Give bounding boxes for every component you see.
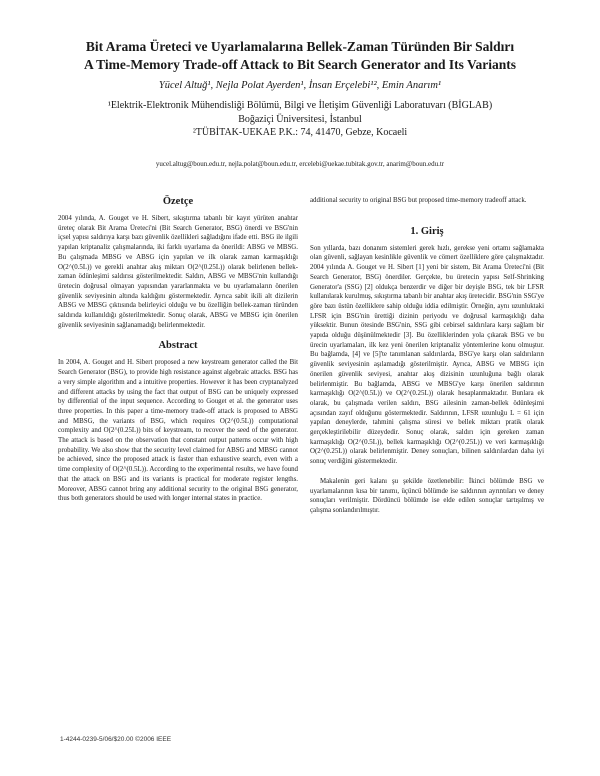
paper-title <box>40 38 560 74</box>
affiliation-line: ²TÜBİTAK-UEKAE P.K.: 74, 41470, Gebze, Kocaeli <box>192 127 408 138</box>
authors: Yücel Altuğ¹, Nejla Polat Ayerden¹, İnsan Erçelebi¹², Emin Anarım¹ <box>158 80 442 91</box>
affiliation-line: Boğaziçi Üniversitesi, İstanbul <box>238 113 362 125</box>
ozet-text: 2004 yılında, A. Gouget ve H. Sibert, sıkıştırma tabanlı bir kayıt yürüten anahtar üreteç olarak Bit Arama Üreteci'ni (Bit Search Generator, BSG) önerdi ve BSG'nin içsel yapısı saldırıya karşı bazı güvenlik özellikleri sağladığını ifade etti. BSG ile ilgili yapılan kriptanaliz çalışmalarında, iki farklı uyarlama da önerildi: ABSG ve MBSG. Bu çalışmada MBSG ve ABSG için yapılan ve ilk olarak zaman karmaşıklığı O(2^(0.5L)) ve gerekli anahtar akış miktarı O(2^(0.25L)) olarak belirlenen bellek-zaman ödünleşimi saldırısı gösterilmektedir. Saldırı, ABSG ve MBSG'nin kullandığı üretecin doğrusal olmayan yapısından yararlanmakta ve bu uyarlamaların önerilen güvenlik seviyesinin altında kaldığını göstermektedir. Ayrıca sabit ikili alt dizilerin ABSG ve MBSG çıktısında belirleyici olduğu ve bu özelliğin bellek-zaman türünden saldırıda kullanıldığı gösterilmektedir. Sonuç olarak, ABSG ve MBSG için önerilen güvenlik seviyesinin sağlanamadığı belirlenmektedir. <box>58 215 298 329</box>
author-emails: yucel.altug@boun.edu.tr, nejla.polat@boun.edu.tr, ercelebi@uekae.tubitak.gov.tr, anarim@boun.edu.tr <box>155 160 445 168</box>
giris-heading: 1. Giriş <box>410 225 444 237</box>
abstract-text: In 2004, A. Gouget and H. Sibert proposed a new keystream generator called the Bit Search Generator (BSG), to provide high resistance against algebraic attacks. BSG has a very simple algorithm and a intuitive properties. However it has been cryptanalyzed and different attacks by using the fact that output of BSG can be uniquely expressed by differential of the input sequence. According to Gouget et al. the generator uses three properties. In this paper a time-memory trade-off attack is proposed to ABSG and MBSG, the variants of BSG, which requires O(2^(0.5L)) computational complexity and O(2^(0.25L)) bits of keystream, to recover the seed of the generator. The attack is based on the observation that constant output patterns occur with high probability. We also show that the security level claimed for ABSG and MBSG cannot be achieved, since the proposed attack is faster than exhaustive search, even with a time complexity of O(2^(0.5L)). According to the experimental results, we have found that the attack on BSG and its variants is practical for moderate register lengths. Moreover, ABSG cannot bring any additional security to the original BSG generator, thus both generators should be used with longer internal states in practice. <box>58 359 298 503</box>
giris-paragraph-2: Makalenin geri kalanı şu şekilde özetlenebilir: İkinci bölümde BSG ve uyarlamalarının kısa bir tanımı, üçüncü bölümde ise saldırının ayrıntıları ve deney sonuçları verilmiştir. Dördüncü bölümde ise elde edilen sonuçlar tartışılmış ve çalışma sonlandırılmıştır. <box>310 477 544 514</box>
abstract-heading: Abstract <box>158 340 198 352</box>
footer-copyright: 1-4244-0239-5/06/$20.00 ©2006 IEEE <box>60 736 172 743</box>
ozet-heading: Özetçe <box>162 196 194 207</box>
title-turkish: Bit Arama Üreteci ve Uyarlamalarına Bellek-Zaman Türünden Bir Saldırı <box>85 39 515 54</box>
right-column <box>310 196 544 516</box>
left-column <box>58 196 298 504</box>
affiliations <box>60 99 540 140</box>
abstract-continuation: additional security to original BSG but proposed time-memory tradeoff attack. <box>310 197 527 204</box>
affiliation-line: ¹Elektrik-Elektronik Mühendisliği Bölümü, Bilgi ve İletişim Güvenliği Laboratuvarı (BİGLAB) <box>107 100 493 111</box>
giris-paragraph-1: Son yıllarda, bazı donanım sistemleri gerek hızlı, gerekse yeni ortamı sağlamakta olan güvenli, sağlayan kesinlikle güvenlik ve cömert özelliklere göre çalışmaktadır. 2004 yılında A. Gouget ve H. Sibert [1] yeni bir sistem, Bit Arama Üreteci'ni (Bit Search Generator, BSG) önerdiler. Gerçekte, bu üretecin yapısı Self-Shrinking Generator'a (SSG) [2] oldukça benzerdir ve diğer bir deyişle BSG, tek bir LFSR kullanılarak kurulmuş, sıkıştırma tabanlı bir anahtar akış üretecidir. BSG'nin SSG'ye göre bazı üstün özelliklere sahip olduğu iddia edilmiştir. Örneğin, aynı uzunluktaki LFSR için BSG'nin ürettiği dizinin periyodu ve doğrusal karmaşıklığı daha yüksektir. Bunun ötesinde BSG'nin, SSG gibi cebirsel saldırılara karşı sağlam bir yapıda olduğu düşünülmektedir [3]. Bu özelliklerinden yola çıkarak BSG ve bu ürecin uyarlamaları, ilk kez yeni önerilen kriptanaliz yöntemlerine konu olmuştur. Bu bağlamda, [4] ve [5]'te tanımlanan saldırılarda, BSG'ye karşı olan saldırıların güvenlik seviyesinin aşılamadığı gösterilmiştir. Ayrıca, ABSG ve MBSG için önerilen güvenlik seviyesi, anahtar akış dizisinin uzunluğuna bağlı olarak belirlenmiştir. Bu bağlamda, ABSG ve MBSG'ye karşı önerilen saldırının karmaşıklığı O(2^(0.5L)) ve O(2^(0.25L)) olarak hesaplanmaktadır. Bunlara ek olarak, bu çalışmada verilen saldırı, BSG ailesinin zaman-bellek ödünleşimi açısından zayıf olduğunu göstermektedir. Saldırının, LFSR uzunluğu L = 61 için yapılan deneylerde, tahmini çalışma süresi ve bellek miktarı pratik olarak gerçekleştirilebilir düzeydedir. Sonuç olarak, saldırı için gereken zaman karmaşıklığı O(2^(0.5L)), bellek karmaşıklığı O(2^(0.25L)) ve veri karmaşıklığı O(2^(0.25L)) olarak belirlenmiştir. Deney sonuçları, bilinen saldırılardan daha iyi sonuç verdiğini göstermektedir. <box>310 244 544 466</box>
title-english: A Time-Memory Trade-off Attack to Bit Search Generator and Its Variants <box>84 57 516 72</box>
